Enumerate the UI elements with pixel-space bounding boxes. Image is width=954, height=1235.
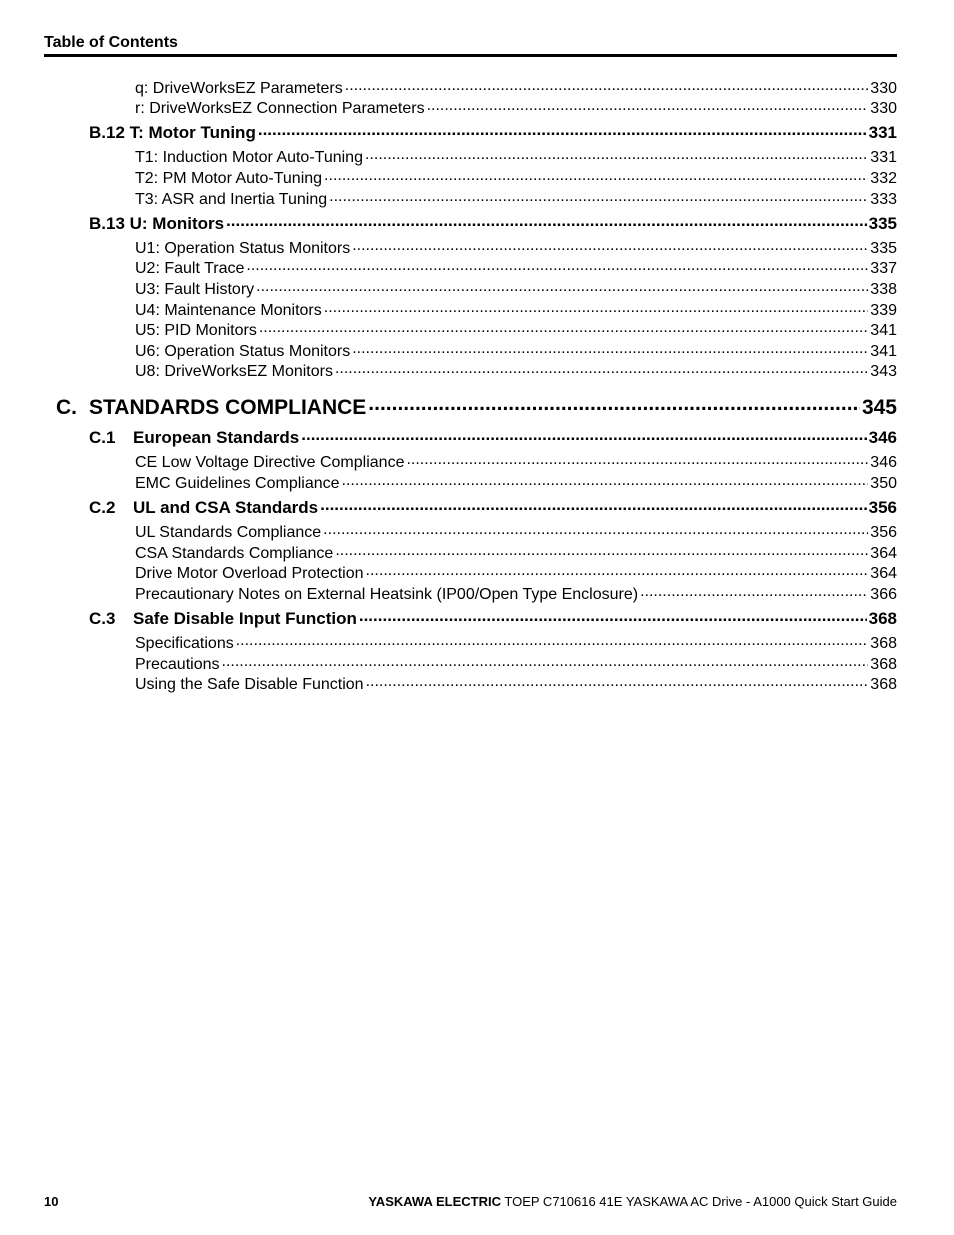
toc-section-label: B.13 U: Monitors <box>89 214 225 233</box>
toc-section-page: 335 <box>868 214 897 233</box>
leader-dots <box>323 521 868 537</box>
leader-dots <box>345 77 869 93</box>
toc-entry-page: 337 <box>870 260 897 277</box>
toc-entry[interactable] <box>135 97 897 118</box>
toc-section[interactable] <box>89 212 897 234</box>
toc-entry[interactable] <box>135 167 897 188</box>
toc-entry-label: U3: Fault History <box>135 281 255 298</box>
toc-section-label: B.12 T: Motor Tuning <box>89 123 256 142</box>
toc-section-number: C.1 <box>89 428 116 447</box>
toc-entry-label: T3: ASR and Inertia Tuning <box>135 191 328 208</box>
toc-section-title: European Standards <box>133 428 300 447</box>
toc-entry-page: 339 <box>870 302 897 319</box>
toc-entry-page: 368 <box>870 635 897 652</box>
toc-entry[interactable] <box>135 237 897 258</box>
toc-entry-label: CSA Standards Compliance <box>135 545 334 562</box>
toc-entry-label: U6: Operation Status Monitors <box>135 343 351 360</box>
leader-dots <box>335 542 868 558</box>
toc-section-page: 368 <box>868 609 897 628</box>
toc-chapter[interactable] <box>56 393 897 420</box>
leader-dots <box>246 257 868 273</box>
toc-entry-label: Precautionary Notes on External Heatsink (IP00/Open Type Enclosure) <box>135 586 639 603</box>
toc-entry-page: 350 <box>870 475 897 492</box>
toc-entry[interactable] <box>135 521 897 542</box>
leader-dots <box>259 319 868 335</box>
toc-entry-label: Drive Motor Overload Protection <box>135 565 364 582</box>
leader-dots <box>324 299 869 315</box>
leader-dots <box>342 472 869 488</box>
leader-dots <box>352 237 868 253</box>
toc-section-label <box>89 609 357 629</box>
footer-page-number: 10 <box>44 1194 59 1209</box>
toc-entry-page: 364 <box>870 545 897 562</box>
leader-dots <box>226 212 867 229</box>
toc-chapter-number: C. <box>56 396 77 419</box>
toc-entry-label: T1: Induction Motor Auto-Tuning <box>135 149 363 166</box>
toc-entry-page: 343 <box>870 363 897 380</box>
toc-entry-page: 364 <box>870 565 897 582</box>
leader-dots <box>366 673 869 689</box>
toc-entry[interactable] <box>135 319 897 340</box>
toc-section-label <box>89 428 299 448</box>
header-rule <box>44 54 897 57</box>
toc-entry[interactable] <box>135 583 897 604</box>
toc-entry-label: UL Standards Compliance <box>135 524 322 541</box>
toc-entry[interactable] <box>135 673 897 694</box>
leader-dots <box>324 167 868 183</box>
toc-section[interactable] <box>89 121 897 143</box>
toc-entry-label: CE Low Voltage Directive Compliance <box>135 454 405 471</box>
toc-entry-page: 333 <box>870 191 897 208</box>
toc-entry-page: 331 <box>870 149 897 166</box>
toc-section-number: C.2 <box>89 498 116 517</box>
toc-entry[interactable] <box>135 451 897 472</box>
toc-entry-page: 356 <box>870 524 897 541</box>
leader-dots <box>256 278 868 294</box>
toc-entry[interactable] <box>135 188 897 209</box>
toc-section-title: Safe Disable Input Function <box>133 609 357 628</box>
toc-entry-label: r: DriveWorksEZ Connection Parameters <box>135 100 425 117</box>
leader-dots <box>222 653 869 669</box>
toc-entry-page: 341 <box>870 343 897 360</box>
toc-entry[interactable] <box>135 653 897 674</box>
toc-entry-label: T2: PM Motor Auto-Tuning <box>135 170 323 187</box>
toc-entry-label: U1: Operation Status Monitors <box>135 240 351 257</box>
toc-entry[interactable] <box>135 146 897 167</box>
toc-entry-label: U4: Maintenance Monitors <box>135 302 322 319</box>
footer-brand: YASKAWA ELECTRIC <box>368 1194 501 1209</box>
toc-section[interactable] <box>89 426 897 448</box>
toc-entry-label: U5: PID Monitors <box>135 322 257 339</box>
leader-dots <box>236 632 869 648</box>
toc-entry[interactable] <box>135 360 897 381</box>
toc-entry[interactable] <box>135 257 897 278</box>
leader-dots <box>352 340 868 356</box>
toc-entry-label: Using the Safe Disable Function <box>135 676 364 693</box>
toc-entry[interactable] <box>135 542 897 563</box>
toc-section[interactable] <box>89 496 897 518</box>
toc-entry-label: U2: Fault Trace <box>135 260 245 277</box>
toc-section-page: 346 <box>868 428 897 447</box>
toc-entry-page: 346 <box>870 454 897 471</box>
leader-dots <box>301 426 866 443</box>
leader-dots <box>359 607 867 624</box>
toc-section-page: 331 <box>868 123 897 142</box>
toc-entry-label: Specifications <box>135 635 234 652</box>
leader-dots <box>329 188 868 204</box>
footer-doc-title: TOEP C710616 41E YASKAWA AC Drive - A1000 Quick Start Guide <box>504 1194 897 1209</box>
footer-document-info <box>368 1194 897 1209</box>
toc-entry-label: U8: DriveWorksEZ Monitors <box>135 363 333 380</box>
toc-chapter-label <box>56 396 366 420</box>
leader-dots <box>258 121 867 138</box>
toc-entry-page: 330 <box>870 80 897 97</box>
toc-entry[interactable] <box>135 632 897 653</box>
toc-entry-page: 335 <box>870 240 897 257</box>
toc-entry[interactable] <box>135 278 897 299</box>
toc-entry-page: 368 <box>870 656 897 673</box>
leader-dots <box>335 360 868 376</box>
page-header-title: Table of Contents <box>44 34 178 51</box>
toc-section-page: 356 <box>868 498 897 517</box>
toc-entry-label: q: DriveWorksEZ Parameters <box>135 80 343 97</box>
toc-entry[interactable] <box>135 299 897 320</box>
toc-section-label <box>89 498 318 518</box>
toc-entry-page: 366 <box>870 586 897 603</box>
toc-entry-page: 330 <box>870 100 897 117</box>
leader-dots <box>406 451 868 467</box>
toc-entry-page: 341 <box>870 322 897 339</box>
toc-entry[interactable] <box>135 562 897 583</box>
toc-section-title: UL and CSA Standards <box>133 498 319 517</box>
toc-entry-page: 338 <box>870 281 897 298</box>
toc-entry-page: 368 <box>870 676 897 693</box>
toc-section-number: C.3 <box>89 609 116 628</box>
toc-entry[interactable] <box>135 340 897 361</box>
leader-dots <box>366 562 869 578</box>
toc-entry[interactable] <box>135 77 897 98</box>
toc-entry-page: 332 <box>870 170 897 187</box>
leader-dots <box>320 496 866 513</box>
toc-chapter-title: STANDARDS COMPLIANCE <box>89 396 367 419</box>
toc-entry-label: EMC Guidelines Compliance <box>135 475 340 492</box>
toc-entry-label: Precautions <box>135 656 220 673</box>
leader-dots <box>640 583 868 599</box>
leader-dots <box>368 393 860 414</box>
toc-section[interactable] <box>89 607 897 629</box>
leader-dots <box>365 146 868 162</box>
leader-dots <box>427 97 869 113</box>
toc-chapter-page: 345 <box>861 396 897 419</box>
toc-entry[interactable] <box>135 472 897 493</box>
